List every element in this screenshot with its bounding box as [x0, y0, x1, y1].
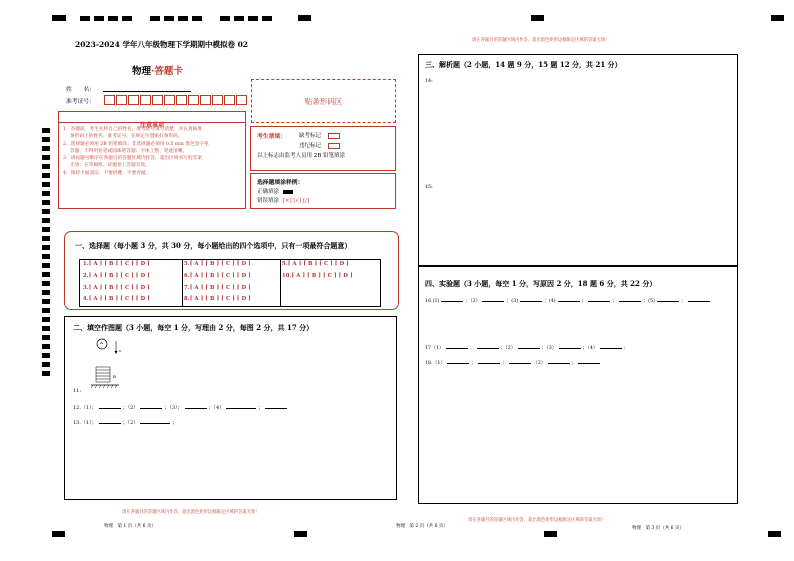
q18-row[interactable]: 18.（1） ； ； （2） ；: [425, 358, 602, 366]
section2-box: [64, 316, 397, 500]
q16-row[interactable]: 16.(1) ；（2） ；(3) ；(4) ； ； ；(5) ；: [425, 296, 712, 304]
wrong-fill-row: 错误填涂 [×] [√] [/]: [257, 198, 310, 204]
q14-label: 14:: [425, 79, 433, 84]
choice-q10[interactable]: 10.[ A ] [ B ] [ C ] [ D ]: [282, 273, 353, 279]
section4-box: [418, 266, 738, 504]
bottom-mark-2: [294, 531, 307, 537]
notice-box: [58, 111, 246, 209]
q15-answer-area[interactable]: [439, 181, 729, 261]
q15-label: 15:: [425, 185, 433, 190]
figure-label-a: A: [100, 340, 103, 345]
zkz-row: [66, 96, 95, 105]
bottom-left-warning: 请在各题目的答题区域内作答，超出黑色矩形边框限定区域的答案无效！: [122, 510, 260, 515]
choice-q2[interactable]: 2.[ A ] [ B ] [ C ] [ D ]: [83, 273, 150, 279]
footer-page3: 物理 第 3 页（共 6 页）: [632, 526, 684, 531]
footer-page1: 物理 第 1 页（共 6 页）: [104, 524, 156, 529]
fill-example-title: 选择题填涂样例：: [257, 180, 304, 186]
name-row: [66, 84, 95, 93]
section1-box: [64, 231, 399, 310]
exam-title: 2023-2024 学年八年级物理下学期期中模拟卷 02: [75, 40, 249, 49]
top-mark-15: [531, 15, 544, 21]
top-mark-9: [192, 16, 202, 21]
spring-ball-figure: [91, 337, 141, 389]
filled-example: [283, 190, 293, 194]
top-mark-11: [234, 16, 244, 21]
top-mark-3: [94, 16, 104, 21]
top-mark-16: [771, 15, 784, 21]
notice-item: 无效；在草稿纸、试题卷上答题无效。: [70, 163, 150, 169]
top-mark-5: [122, 16, 132, 21]
candidate-box: [250, 126, 396, 171]
choice-q1[interactable]: 1.[ A ] [ B ] [ C ] [ D ]: [83, 261, 150, 267]
zkz-label: 准考证号：: [66, 99, 95, 105]
q11-label: 11:: [73, 388, 82, 394]
figure-label-b: B: [113, 374, 116, 379]
section2-title: 二、填空作图题（3 小题，每空 1 分，写理由 2 分，每图 2 分，共 17 分）: [73, 323, 314, 332]
absent-checkbox[interactable]: [328, 133, 340, 139]
top-right-warning: 请在各题目的答题区域内作答，超出黑色矩形边框限定区域的答案无效！: [472, 38, 610, 43]
side-timing-marks: [42, 128, 50, 378]
choice-q9[interactable]: 9.[ A ] [ B ] [ C ] [ D ]: [282, 261, 349, 267]
bottom-mark-3: [544, 531, 557, 537]
notice-items: [59, 123, 245, 180]
top-mark-8: [178, 16, 188, 21]
fill-example-box: [250, 173, 396, 209]
bottom-right-warning: 请在各题目的答题区域内作答，超出黑色矩形边框限定区域的答案无效！: [468, 518, 606, 523]
choice-q8[interactable]: 8.[ A ] [ B ] [ C ] [ D ]: [184, 296, 251, 302]
section3-box: [418, 54, 738, 266]
notice-item: 条形码上的姓名、准考证号，在规定位置贴好条形码。: [70, 134, 183, 140]
top-mark-14: [298, 15, 311, 21]
candidate-note: 以上标志由监考人员用 2B 铅笔填涂: [257, 153, 346, 159]
top-mark-7: [164, 16, 174, 21]
top-mark-4: [108, 16, 118, 21]
notice-item: 4．保持卡面清洁，不要折叠、不要弄破。: [63, 170, 151, 176]
figure-label-v: v: [119, 348, 122, 353]
q17-row[interactable]: 17（1） ； ；（2） ；（3） ；（4） ；: [425, 343, 629, 351]
section4-title: 四、实验题（3 小题，每空 1 分，写原因 2 分，18 题 6 分，共 22 分）: [425, 279, 657, 288]
candidate-title: 考生禁填：: [257, 134, 286, 140]
name-label: 姓 名：: [66, 87, 95, 93]
q14-answer-area[interactable]: [439, 75, 729, 179]
notice-title: 注意事项: [59, 112, 245, 123]
top-mark-1: [52, 15, 66, 21]
top-mark-12: [248, 16, 258, 21]
choice-q5[interactable]: 5.[ A ] [ B ] [ C ] [ D ]: [184, 261, 251, 267]
footer-page2: 物理 第 2 页（共 6 页）: [396, 524, 448, 529]
top-mark-2: [80, 16, 90, 21]
choice-q6[interactable]: 6.[ A ] [ B ] [ C ] [ D ]: [184, 273, 251, 279]
bottom-mark-1: [52, 531, 65, 537]
notice-item: 1．答题前，考生先将自己的姓名，准考证号填写清楚，并认真核准: [63, 127, 202, 132]
answer-card-title: [132, 63, 183, 77]
name-field[interactable]: [103, 91, 191, 92]
q13-row[interactable]: 13.（1）； ；（2） ；: [73, 420, 178, 426]
top-mark-10: [220, 16, 230, 21]
top-mark-6: [150, 16, 160, 21]
choice-q7[interactable]: 7.[ A ] [ B ] [ C ] [ D ]: [184, 285, 251, 291]
section1-title: 一、选择题（每小题 3 分，共 30 分，每小题给出的四个选项中，只有一项最符合题意）: [75, 241, 352, 250]
q12-row[interactable]: 12.（1）； ；（2） ；（3）； ；（4） ；: [73, 403, 289, 411]
notice-item: 3．请按题号顺序在各题目的答题区域内作答，超出区域书写的答案: [63, 156, 202, 162]
bottom-mark-4: [768, 531, 781, 537]
absent-row: 缺考标记: [299, 131, 340, 139]
choice-q4[interactable]: 4.[ A ] [ B ] [ C ] [ D ]: [83, 296, 150, 302]
cheat-row: 违纪标记: [299, 141, 340, 149]
barcode-label: 贴条形码区: [304, 96, 343, 106]
barcode-area[interactable]: [251, 79, 396, 123]
answer-card-label: ·答题卡: [151, 66, 183, 77]
zkz-cells[interactable]: [104, 95, 248, 105]
choice-q3[interactable]: 3.[ A ] [ B ] [ C ] [ D ]: [83, 285, 150, 291]
section3-title: 三、解析题（2 小题，14 题 9 分，15 题 12 分，共 21 分）: [425, 60, 622, 69]
correct-fill-row: 正确填涂: [257, 187, 293, 195]
cheat-checkbox[interactable]: [328, 143, 340, 149]
subject-label: 物理: [132, 66, 152, 77]
notice-item: 2．选择题必须用 2B 铅笔填涂；非选择题必须用 0.5 mm 黑色签字笔: [63, 141, 209, 147]
top-mark-13: [262, 16, 272, 21]
notice-item: 答题，不得用铅笔或圆珠笔答题；字体工整、笔迹清晰。: [70, 148, 188, 154]
